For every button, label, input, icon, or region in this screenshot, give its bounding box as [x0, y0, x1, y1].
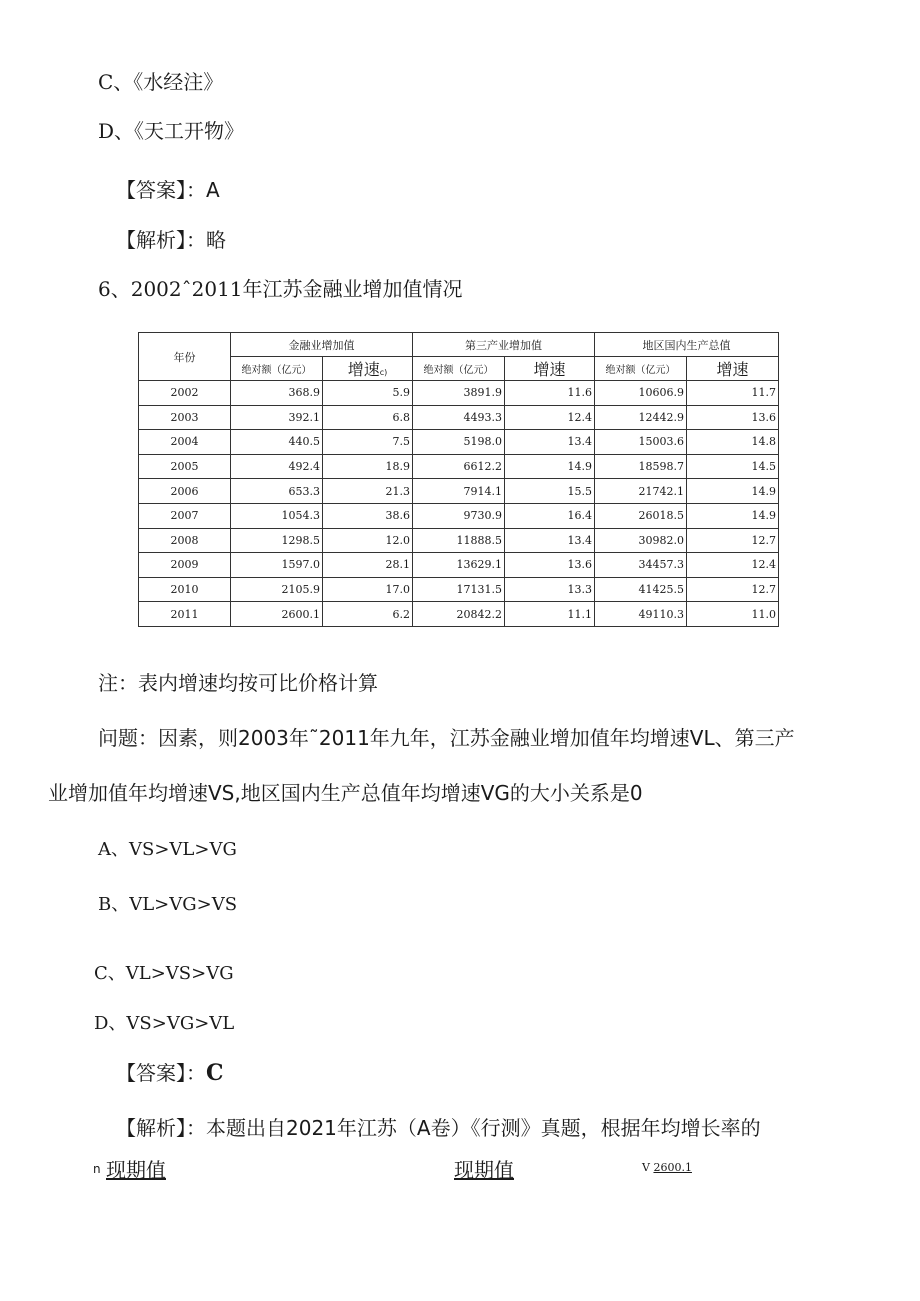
cell-year: 2002	[139, 381, 231, 406]
question-line-2: 业增加值年均增速VS,地区国内生产总值年均增速VG的大小关系是0	[48, 781, 643, 805]
option-b: B、VL>VG>VS	[98, 894, 238, 915]
formula-small	[642, 1161, 692, 1174]
cell-year: 2006	[139, 479, 231, 504]
analysis-prev	[116, 224, 226, 253]
answer-prev-label: 【答案】：	[116, 178, 206, 202]
table-row	[139, 602, 779, 627]
table-row	[139, 405, 779, 430]
option-c: C、VL>VS>VG	[94, 963, 234, 984]
cell-tertiary-abs: 11888.5	[413, 528, 505, 553]
table-row	[139, 430, 779, 455]
answer-prev-value: A	[206, 178, 220, 202]
cell-tertiary-abs: 6612.2	[413, 454, 505, 479]
option-a: A、VS>VL>VG	[98, 839, 237, 860]
option-d-prev: D、《天工开物》	[98, 119, 245, 143]
cell-year: 2005	[139, 454, 231, 479]
cell-gdp-abs: 34457.3	[595, 553, 687, 578]
analysis-text: 本题出自2021年江苏（A卷）《行测》真题，根据年均增长率的	[206, 1116, 761, 1140]
cell-gdp-abs: 12442.9	[595, 405, 687, 430]
speed-mark: c)	[379, 368, 388, 377]
subheader-speed-finance	[323, 357, 413, 381]
cell-year: 2009	[139, 553, 231, 578]
analysis-prev-value: 略	[206, 228, 226, 252]
cell-tertiary-abs: 17131.5	[413, 577, 505, 602]
cell-tertiary-speed: 16.4	[505, 503, 595, 528]
financial-data-table	[138, 332, 779, 627]
cell-tertiary-abs: 7914.1	[413, 479, 505, 504]
cell-finance-abs: 392.1	[231, 405, 323, 430]
cell-tertiary-abs: 9730.9	[413, 503, 505, 528]
cell-finance-speed: 7.5	[323, 430, 413, 455]
cell-tertiary-speed: 14.9	[505, 454, 595, 479]
answer	[116, 1057, 224, 1086]
cell-finance-abs: 1054.3	[231, 503, 323, 528]
subheader-speed-gdp: 增速	[687, 357, 779, 381]
formula-small-v: V	[642, 1161, 650, 1174]
cell-finance-speed: 6.2	[323, 602, 413, 627]
answer-label: 【答案】：	[116, 1061, 206, 1085]
cell-gdp-abs: 49110.3	[595, 602, 687, 627]
cell-finance-abs: 653.3	[231, 479, 323, 504]
cell-gdp-speed: 12.7	[687, 528, 779, 553]
cell-gdp-abs: 10606.9	[595, 381, 687, 406]
header-finance: 金融业增加值	[231, 333, 413, 357]
cell-tertiary-abs: 5198.0	[413, 430, 505, 455]
cell-gdp-speed: 13.6	[687, 405, 779, 430]
subheader-abs-finance: 绝对额（亿元）	[231, 357, 323, 381]
cell-finance-abs: 492.4	[231, 454, 323, 479]
formula-prefix: n	[93, 1162, 101, 1176]
cell-gdp-speed: 14.9	[687, 479, 779, 504]
cell-finance-abs: 1298.5	[231, 528, 323, 553]
table-row	[139, 553, 779, 578]
cell-gdp-speed: 12.7	[687, 577, 779, 602]
cell-finance-abs: 2600.1	[231, 602, 323, 627]
cell-tertiary-abs: 3891.9	[413, 381, 505, 406]
cell-finance-speed: 18.9	[323, 454, 413, 479]
cell-finance-speed: 28.1	[323, 553, 413, 578]
cell-tertiary-speed: 12.4	[505, 405, 595, 430]
option-d: D、VS>VG>VL	[94, 1013, 235, 1034]
header-gdp: 地区国内生产总值	[595, 333, 779, 357]
cell-year: 2008	[139, 528, 231, 553]
table-row	[139, 479, 779, 504]
cell-gdp-abs: 30982.0	[595, 528, 687, 553]
cell-gdp-speed: 12.4	[687, 553, 779, 578]
cell-tertiary-abs: 13629.1	[413, 553, 505, 578]
cell-gdp-speed: 14.5	[687, 454, 779, 479]
table-note: 注：表内增速均按可比价格计算	[98, 671, 378, 695]
cell-gdp-speed: 14.8	[687, 430, 779, 455]
cell-finance-speed: 17.0	[323, 577, 413, 602]
cell-finance-abs: 2105.9	[231, 577, 323, 602]
cell-year: 2007	[139, 503, 231, 528]
subheader-speed-tertiary: 增速	[505, 357, 595, 381]
cell-finance-abs: 440.5	[231, 430, 323, 455]
header-tertiary: 第三产业增加值	[413, 333, 595, 357]
answer-prev	[116, 174, 220, 203]
subheader-abs-tertiary: 绝对额（亿元）	[413, 357, 505, 381]
cell-tertiary-abs: 20842.2	[413, 602, 505, 627]
question-line-1: 问题：因素，则2003年˜2011年九年，江苏金融业增加值年均增速VL、第三产	[98, 726, 795, 750]
header-year: 年份	[139, 333, 231, 381]
cell-finance-speed: 21.3	[323, 479, 413, 504]
cell-finance-speed: 5.9	[323, 381, 413, 406]
cell-year: 2010	[139, 577, 231, 602]
cell-gdp-speed: 14.9	[687, 503, 779, 528]
answer-value: C	[206, 1060, 224, 1086]
cell-finance-speed: 6.8	[323, 405, 413, 430]
cell-tertiary-speed: 13.4	[505, 528, 595, 553]
table-row	[139, 381, 779, 406]
analysis-label: 【解析】：	[116, 1116, 206, 1140]
cell-gdp-abs: 26018.5	[595, 503, 687, 528]
formula-term-1: 现期值	[106, 1158, 166, 1182]
cell-year: 2004	[139, 430, 231, 455]
table-row	[139, 454, 779, 479]
cell-tertiary-speed: 11.6	[505, 381, 595, 406]
option-c-prev: C、《水经注》	[98, 70, 224, 94]
formula-term-2: 现期值	[454, 1158, 514, 1182]
formula-small-num: 2600.1	[653, 1161, 692, 1174]
question6-title: 6、2002ˆ2011年江苏金融业增加值情况	[98, 277, 463, 301]
cell-gdp-speed: 11.0	[687, 602, 779, 627]
table-row	[139, 528, 779, 553]
cell-gdp-abs: 18598.7	[595, 454, 687, 479]
table-row	[139, 577, 779, 602]
cell-gdp-abs: 21742.1	[595, 479, 687, 504]
cell-gdp-abs: 15003.6	[595, 430, 687, 455]
cell-year: 2011	[139, 602, 231, 627]
cell-gdp-speed: 11.7	[687, 381, 779, 406]
cell-tertiary-speed: 11.1	[505, 602, 595, 627]
cell-finance-speed: 12.0	[323, 528, 413, 553]
analysis-prev-label: 【解析】：	[116, 228, 206, 252]
speed-label: 增速	[347, 360, 380, 379]
cell-year: 2003	[139, 405, 231, 430]
cell-finance-abs: 368.9	[231, 381, 323, 406]
cell-tertiary-speed: 13.4	[505, 430, 595, 455]
table-row	[139, 503, 779, 528]
analysis	[116, 1112, 761, 1141]
subheader-abs-gdp: 绝对额（亿元）	[595, 357, 687, 381]
cell-tertiary-abs: 4493.3	[413, 405, 505, 430]
cell-tertiary-speed: 15.5	[505, 479, 595, 504]
cell-finance-speed: 38.6	[323, 503, 413, 528]
cell-gdp-abs: 41425.5	[595, 577, 687, 602]
cell-tertiary-speed: 13.6	[505, 553, 595, 578]
cell-tertiary-speed: 13.3	[505, 577, 595, 602]
cell-finance-abs: 1597.0	[231, 553, 323, 578]
